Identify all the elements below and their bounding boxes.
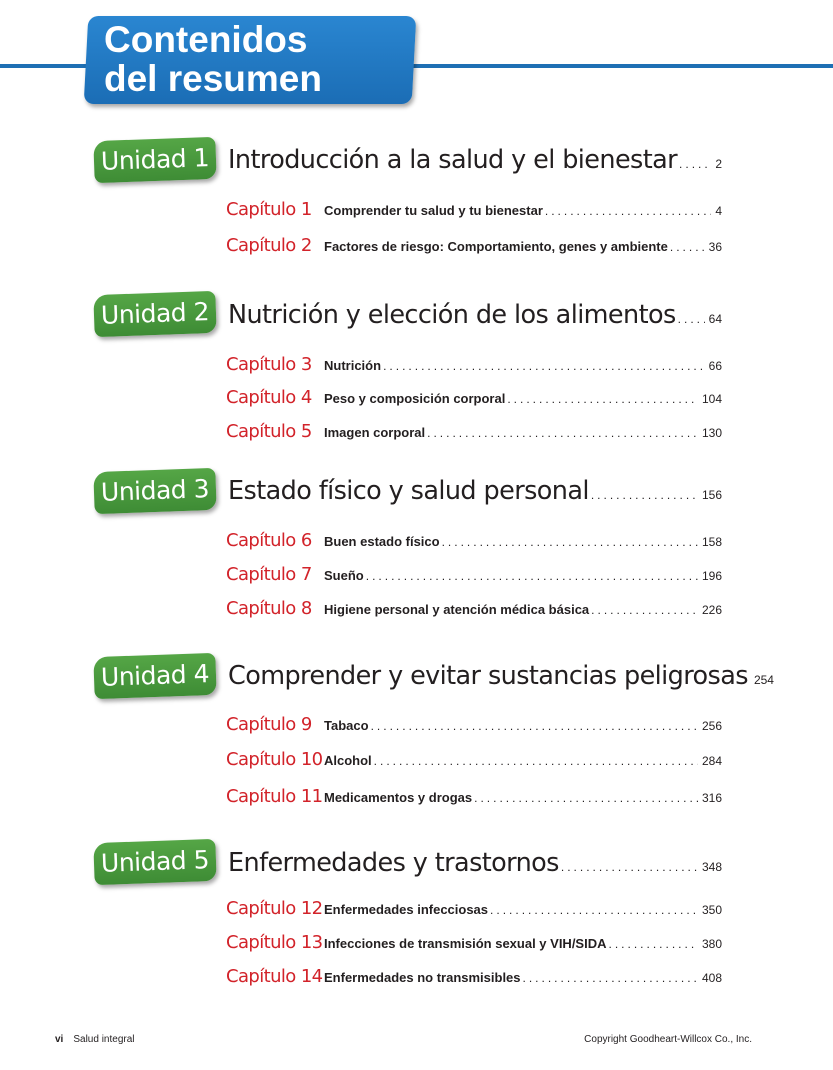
dot-leader: [679, 157, 711, 171]
chapter-entry[interactable]: [226, 199, 722, 220]
dot-leader: [507, 392, 698, 406]
chapter-label: Capítulo 2: [226, 235, 312, 256]
footer-page-number: vi: [55, 1034, 64, 1045]
page-title-line-2: del resumen: [104, 58, 322, 99]
chapter-title: Enfermedades no transmisibles: [324, 970, 521, 985]
dot-leader: [371, 719, 698, 733]
dot-leader: [523, 971, 698, 985]
chapter-entry[interactable]: [226, 898, 722, 919]
chapter-label: Capítulo 8: [226, 598, 312, 619]
chapter-label: Capítulo 11: [226, 786, 323, 807]
dot-leader: [366, 569, 698, 583]
unit-entry-5[interactable]: [228, 848, 722, 878]
dot-leader: [374, 754, 698, 768]
dot-leader: [545, 204, 711, 218]
unit-page-number: 348: [701, 860, 722, 874]
chapter-entry[interactable]: [226, 530, 722, 551]
chapter-title: Nutrición: [324, 358, 382, 373]
chapter-title: Factores de riesgo: Comportamiento, genes y ambiente: [324, 239, 668, 254]
unit-page-number: 254: [753, 673, 774, 687]
chapter-page-number: 284: [701, 754, 722, 768]
unit-tab-3: Unidad 3: [93, 468, 216, 514]
chapter-entry[interactable]: [226, 714, 722, 735]
chapter-title: Medicamentos y drogas: [324, 790, 473, 805]
dot-leader: [383, 359, 705, 373]
unit-entry-1[interactable]: [228, 145, 722, 175]
chapter-label: Capítulo 5: [226, 421, 312, 442]
unit-page-number: 2: [715, 157, 722, 171]
chapter-label: Capítulo 7: [226, 564, 312, 585]
unit-tab-1: Unidad 1: [93, 137, 216, 183]
chapter-entry[interactable]: [226, 387, 722, 408]
chapter-label: Capítulo 9: [226, 714, 312, 735]
chapter-page-number: 256: [701, 719, 722, 733]
chapter-page-number: 104: [701, 392, 722, 406]
chapter-title: Infecciones de transmisión sexual y VIH/SIDA: [324, 936, 607, 951]
chapter-page-number: 350: [701, 903, 722, 917]
chapter-title: Buen estado físico: [324, 534, 440, 549]
chapter-entry[interactable]: [226, 749, 722, 770]
unit-page-number: 156: [701, 488, 722, 502]
chapter-label: Capítulo 10: [226, 749, 323, 770]
chapter-title: Higiene personal y atención médica básica: [324, 602, 590, 617]
unit-title: Enfermedades y trastornos: [228, 848, 559, 878]
chapter-entry[interactable]: [226, 421, 722, 442]
dot-leader: [474, 791, 698, 805]
chapter-page-number: 316: [701, 791, 722, 805]
chapter-page-number: 226: [701, 603, 722, 617]
chapter-page-number: 4: [715, 204, 722, 218]
footer-left: [55, 1034, 135, 1045]
chapter-title: Comprender tu salud y tu bienestar: [324, 203, 543, 218]
chapter-entry[interactable]: [226, 235, 722, 256]
dot-leader: [591, 603, 698, 617]
chapter-entry[interactable]: [226, 966, 722, 987]
page-title: [104, 20, 322, 98]
unit-title: Nutrición y elección de los alimentos: [228, 300, 676, 330]
dot-leader: [678, 312, 705, 326]
unit-tab-4: Unidad 4: [93, 653, 216, 699]
chapter-entry[interactable]: [226, 932, 722, 953]
chapter-title: Sueño: [324, 568, 364, 583]
chapter-label: Capítulo 13: [226, 932, 323, 953]
dot-leader: [427, 426, 698, 440]
chapter-title: Imagen corporal: [324, 425, 426, 440]
dot-leader: [670, 240, 705, 254]
dot-leader: [442, 535, 698, 549]
chapter-label: Capítulo 12: [226, 898, 323, 919]
chapter-title: Peso y composición corporal: [324, 391, 506, 406]
unit-tab-5: Unidad 5: [93, 839, 216, 885]
chapter-page-number: 158: [701, 535, 722, 549]
dot-leader: [490, 903, 698, 917]
chapter-entry[interactable]: [226, 598, 722, 619]
chapter-label: Capítulo 3: [226, 354, 312, 375]
chapter-page-number: 130: [701, 426, 722, 440]
unit-tab-2: Unidad 2: [93, 291, 216, 337]
unit-title: Estado físico y salud personal: [228, 476, 589, 506]
chapter-page-number: 380: [701, 937, 722, 951]
dot-leader: [608, 937, 697, 951]
chapter-page-number: 66: [708, 359, 722, 373]
unit-title: Introducción a la salud y el bienestar: [228, 145, 678, 175]
chapter-label: Capítulo 14: [226, 966, 323, 987]
chapter-label: Capítulo 4: [226, 387, 312, 408]
chapter-title: Alcohol: [324, 753, 372, 768]
chapter-page-number: 196: [701, 569, 722, 583]
dot-leader: [561, 860, 698, 874]
chapter-entry[interactable]: [226, 354, 722, 375]
chapter-page-number: 408: [701, 971, 722, 985]
chapter-title: Enfermedades infecciosas: [324, 902, 489, 917]
chapter-title: Tabaco: [324, 718, 369, 733]
unit-entry-3[interactable]: [228, 476, 722, 506]
page-title-line-1: Contenidos: [104, 19, 308, 60]
chapter-page-number: 36: [708, 240, 722, 254]
chapter-entry[interactable]: [226, 786, 722, 807]
footer-book-title: Salud integral: [73, 1034, 135, 1045]
unit-entry-4[interactable]: [228, 661, 774, 691]
unit-entry-2[interactable]: [228, 300, 722, 330]
chapter-entry[interactable]: [226, 564, 722, 585]
chapter-label: Capítulo 6: [226, 530, 312, 551]
dot-leader: [591, 488, 698, 502]
unit-page-number: 64: [708, 312, 722, 326]
chapter-label: Capítulo 1: [226, 199, 312, 220]
unit-title: Comprender y evitar sustancias peligrosas: [228, 661, 748, 691]
footer-copyright: Copyright Goodheart-Willcox Co., Inc.: [584, 1034, 752, 1045]
